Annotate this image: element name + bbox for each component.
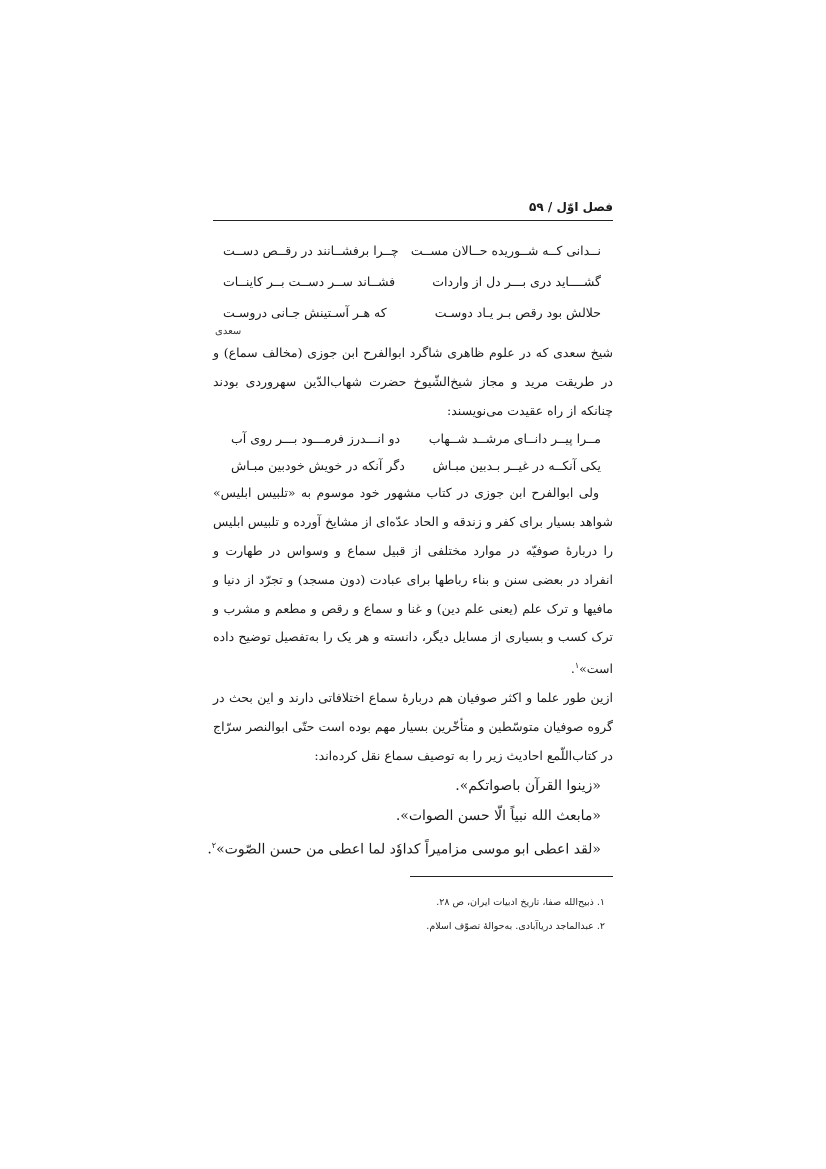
verse-line	[213, 235, 613, 266]
hemistich-right: یکی آنکــه در غیــر بـدبین مبـاش	[432, 458, 601, 474]
poem-shahab	[213, 425, 613, 479]
hadith-text: «لقد اعطی ابو موسی مزامیراً کداوٗد لما اعطی من حسن الصّوت»	[216, 841, 601, 858]
hemistich-left: چــرا برفشــانند در رقــص دســت	[223, 243, 399, 258]
hemistich-left: دو انـــدرز فرمـــود بـــر روی آب	[231, 431, 401, 447]
poem-sadi	[213, 235, 613, 328]
verse-line	[213, 425, 613, 452]
footnote: ۱. ذبیح‌الله صفا، تاریخ ادبیات ایران، ص ۲۸.	[436, 897, 605, 909]
hemistich-right: مــرا پیــر دانــای مرشــد شــهاب	[428, 431, 601, 447]
hadith-quote	[207, 831, 613, 865]
book-page	[207, 200, 613, 939]
hadith-quote: «مابعث الله نبیاً الّا حسن الصوات».	[395, 807, 601, 824]
hemistich-left: فشــاند ســر دســت بــر کاینــات	[223, 274, 396, 289]
footnote-ref: ۲	[211, 840, 217, 850]
footnote-divider	[410, 876, 613, 877]
paragraph-end: .	[570, 661, 575, 677]
hadith-quote: «زینوا القرآن باصواتکم».	[455, 777, 601, 794]
hadith-end: .	[207, 841, 212, 858]
hemistich-right: گشــــاید دری بـــر دل از واردات	[432, 274, 601, 289]
verse-line	[213, 452, 613, 479]
poet-label: سعدی	[215, 326, 242, 337]
hemistich-left: که هـر آسـتینش جـانی دروسـت	[223, 305, 387, 320]
verse-line	[213, 297, 613, 328]
paragraph-talbis	[213, 479, 613, 684]
running-header: فصل اوّل / ۵۹	[213, 200, 613, 221]
paragraph-intro: شیخ سعدی که در علوم ظاهری شاگرد ابوالفرح ابن جوزی (مخالف سماع) و در طریقت مرید و مجاز شیخ‌الشّیوخ حضرت شهاب‌الدّین سهروردی بودند چنانکه از راه عقیدت می‌نویسند:	[213, 345, 613, 418]
footnote: ۲. عبدالماجد دریاآبادی. به‌حوالهٔ تصوّف اسلام.	[426, 921, 605, 933]
hemistich-right: حلالش بود رقص بـر یـاد دوسـت	[434, 305, 601, 320]
paragraph-text: ولی ابوالفرح ابن جوزی در کتاب مشهور خود موسوم به «تلبیس ابلیس» شواهد بسیار برای کفر و زندقه و الحاد عدّه‌ای از مشایخ آورده و تلبیس ابلیس را دربارهٔ صوفیّه در موارد مختلفی از قبیل سماع و وسواس در طهارت و انفراد در بعضی سنن و بناء رباطها برای عبادت (دون مسجد) و تجرّد از دنیا و مافیها و ترک علم (یعنی علم دین) و غنا و سماع و رقص و مطعم و مشرب و ترک کسب و بسیاری از مسایل دیگر، دانسته و هر یک را به‌تفصیل توضیح داده است»	[213, 485, 613, 677]
verse-line	[213, 266, 613, 297]
hemistich-right: نــدانی کــه شــوریده حــالان مســت	[410, 243, 601, 258]
paragraph-sama: ازین طور علما و اکثر صوفیان هم دربارهٔ سماع اختلافاتی دارند و این بحث در گروه صوفیان متوسّطین و متأخّرین بسیار مهم بوده است حتّی ابوالنصر سرّاج در کتاب‌اللّمع احادیث زیر را به توصیف سماع نقل کرده‌اند:	[213, 690, 613, 763]
hemistich-left: دگر آنکه در خویش خودبین مبـاش	[231, 458, 405, 474]
footnote-ref: ۱	[574, 661, 580, 671]
